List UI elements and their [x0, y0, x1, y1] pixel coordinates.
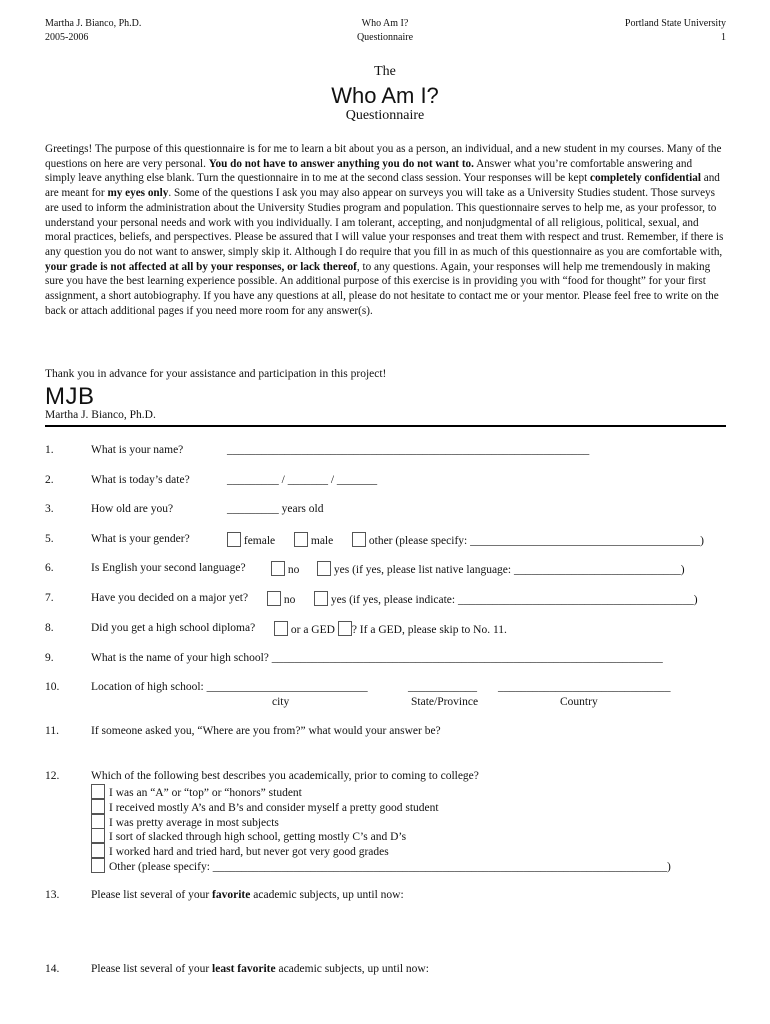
header-right [625, 17, 726, 45]
intro-text: Answer what you’re comfortable answering and simply leave anything else blank. Turn the questionnaire in to me at the second class session. Your responses will be kept [45, 157, 693, 185]
question-text: How old are you? [91, 503, 174, 515]
intro-text: Greetings! The purpose of this questionnaire is for me to learn a bit about you as a person, an individual, and a new student in my courses. Many of the questions on here are very personal. [45, 143, 722, 170]
esl-no-checkbox[interactable] [271, 561, 285, 576]
intro-bold-text: my eyes only [107, 187, 169, 200]
question-text-part: academic subjects, up until now: [250, 889, 404, 901]
question-text: Is English your second language? [91, 562, 246, 574]
major-yes-checkbox[interactable] [314, 591, 328, 606]
header-institution: Portland State University [624, 18, 726, 29]
academic-checkbox[interactable] [91, 843, 105, 858]
major-yes-option [314, 591, 698, 607]
question-text: What is your name? [91, 444, 184, 456]
question-text: If someone asked you, “Where are you from?” what would your answer be? [91, 725, 441, 737]
intro-text: . Some of the questions I ask you may also appear on surveys you will take as a University Studies student. Those surveys are used to inform the administration about the University Studies program and population. This questionnaire serves to help me, as your professor, to understand your personal needs and work with you individually. I am tolerant, accepting, and nonjudgmental of all religious, political, sexual, and moral practices, beliefs, and perspectives. Please be assured that I will value your responses and treat them with respect and trust. Remember, if there is any question you do not want to answer, simply skip it. Although I do require that you fill in as much of this questionnaire as you are comfortable with, [45, 187, 724, 258]
question-number: 7. [45, 592, 54, 604]
header-doc-subtitle: Questionnaire [356, 32, 414, 43]
question-text: Did you get a high school diploma? [91, 622, 256, 634]
question-text [91, 888, 404, 902]
question-number: 6. [45, 562, 54, 574]
academic-option-label: I worked hard and tried hard, but never got very good grades [109, 846, 389, 858]
header-year: 2005-2006 [45, 32, 89, 43]
academic-option [91, 858, 671, 874]
academic-checkbox[interactable] [91, 799, 105, 814]
esl-no-label: no [287, 564, 300, 576]
question-number: 14. [45, 963, 60, 975]
academic-option-label: I received mostly A’s and B’s and consider myself a pretty good student [109, 802, 439, 814]
country-field[interactable]: ______________________________ [498, 681, 671, 693]
page-number: 1 [721, 32, 726, 43]
date-field[interactable]: _________ / _______ / _______ [227, 474, 378, 486]
question-number: 3. [45, 503, 54, 515]
academic-option-label: I sort of slacked through high school, getting mostly C’s and D’s [109, 831, 407, 843]
question-text: What is today’s date? [91, 474, 190, 486]
gender-options [294, 532, 333, 548]
title-the: The [374, 64, 396, 79]
intro-text: , to any questions. Again, your responses will help me tremendously in making sure you have the best learning experience possible. An additional purpose of this exercise is in providing you with “food for thought” for your first assignment, a short autobiography. If you have any questions at all, please do not hesitate to contact me or your mentor. Please feel free to write on the back or attach additional pages if you need more room for any answer(s). [45, 260, 719, 317]
question-number: 12. [45, 770, 60, 782]
intro-text: and are meant for [45, 172, 720, 200]
other-gender-checkbox[interactable] [352, 532, 366, 547]
question-text-part: Please list several of your [91, 963, 213, 975]
esl-no-option [271, 561, 299, 577]
city-label: city [272, 696, 290, 708]
header-doc-title: Who Am I? [361, 18, 409, 29]
intro-bold-text: your grade is not affected at all by your responses, or lack thereof [45, 260, 357, 273]
academic-option [91, 784, 302, 800]
question-text[interactable]: What is the name of your high school? ____________________________________________________________________ [91, 652, 663, 664]
state-field[interactable]: ____________ [408, 681, 477, 693]
gender-options [227, 532, 275, 548]
female-checkbox[interactable] [227, 532, 241, 547]
academic-option [91, 799, 439, 815]
age-field[interactable]: _________ years old [227, 503, 324, 515]
question-number: 2. [45, 474, 54, 486]
academic-option-label: Other (please specify: _______________________________________________________________________________) [109, 861, 671, 873]
esl-yes-checkbox[interactable] [317, 561, 331, 576]
academic-option-label: I was pretty average in most subjects [109, 817, 279, 829]
major-no-label: no [283, 594, 296, 606]
ged-label: or a GED [290, 624, 335, 636]
question-text: Which of the following best describes you academically, prior to coming to college? [91, 770, 479, 782]
academic-option-label: I was an “A” or “top” or “honors” student [109, 787, 302, 799]
esl-yes-option [317, 561, 685, 577]
question-number: 1. [45, 444, 54, 456]
diploma-option [274, 621, 507, 637]
female-label: female [243, 535, 276, 547]
intro-bold-text: You do not have to answer anything you do not want to. [208, 157, 474, 170]
country-label: Country [560, 696, 598, 708]
major-no-checkbox[interactable] [267, 591, 281, 606]
signature: MJB [45, 383, 95, 410]
question-emphasis: least favorite [212, 963, 276, 975]
gender-options [352, 532, 704, 548]
major-yes-label: yes (if yes, please indicate: _________________________________________) [330, 594, 698, 606]
question-text [91, 962, 429, 976]
intro-bold-text: completely confidential [590, 172, 701, 185]
male-label: male [310, 535, 334, 547]
name-field[interactable]: _______________________________________________________________ [227, 444, 590, 456]
signature-name: Martha J. Bianco, Ph.D. [45, 409, 156, 421]
state-label: State/Province [411, 696, 479, 708]
question-number: 8. [45, 622, 54, 634]
intro-paragraph [45, 142, 725, 318]
esl-yes-label: yes (if yes, please list native language: _____________________________) [333, 564, 685, 576]
other-gender-label: other (please specify: ________________________________________) [368, 535, 704, 547]
academic-option [91, 828, 406, 844]
ged-checkbox[interactable] [338, 621, 352, 636]
question-number: 11. [45, 725, 59, 737]
question-text: Have you decided on a major yet? [91, 592, 249, 604]
question-text[interactable]: Location of high school: ____________________________ [91, 681, 368, 693]
diploma-checkbox[interactable] [274, 621, 288, 636]
divider [45, 425, 726, 427]
question-number: 13. [45, 889, 60, 901]
question-text-part: Please list several of your [91, 889, 213, 901]
question-text-part: academic subjects, up until now: [275, 963, 429, 975]
male-checkbox[interactable] [294, 532, 308, 547]
question-text: What is your gender? [91, 533, 190, 545]
academic-checkbox[interactable] [91, 828, 105, 843]
academic-option [91, 843, 389, 859]
question-number: 10. [45, 681, 60, 693]
question-emphasis: favorite [212, 889, 251, 901]
thanks-line: Thank you in advance for your assistance and participation in this project! [45, 368, 387, 380]
academic-checkbox[interactable] [91, 814, 105, 829]
ged-note: ? If a GED, please skip to No. 11. [351, 624, 507, 636]
page-title: Who Am I? [331, 83, 439, 108]
page-subtitle: Questionnaire [345, 108, 425, 123]
academic-checkbox[interactable] [91, 784, 105, 799]
major-no-option [267, 591, 295, 607]
question-number: 9. [45, 652, 54, 664]
header-author: Martha J. Bianco, Ph.D. [45, 18, 142, 29]
question-number: 5. [45, 533, 54, 545]
academic-checkbox[interactable] [91, 858, 105, 873]
